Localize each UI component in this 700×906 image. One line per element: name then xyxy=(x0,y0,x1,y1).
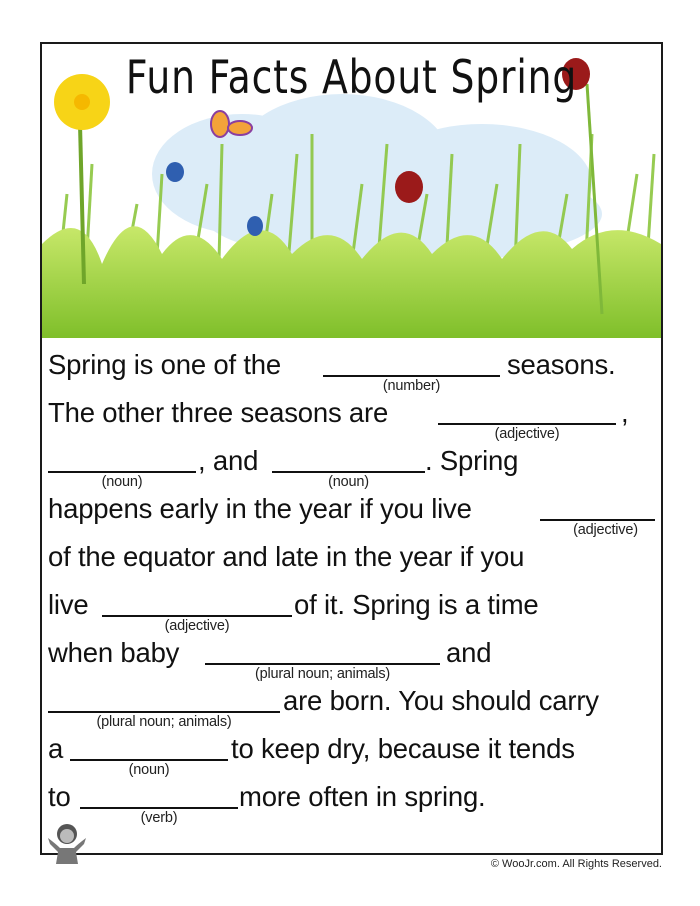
blank-verb[interactable] xyxy=(80,807,238,809)
blank-hint: (noun) xyxy=(128,762,170,778)
passage-text: of it. Spring is a time xyxy=(294,589,539,620)
blank-hint: (adjective) xyxy=(494,426,560,442)
passage-text: more often in spring. xyxy=(239,781,486,812)
blank-adjective[interactable] xyxy=(540,519,655,521)
blank-hint: (noun) xyxy=(101,474,143,490)
blank-plural-noun[interactable] xyxy=(205,663,440,665)
passage-line xyxy=(0,681,700,730)
blank-plural-noun[interactable] xyxy=(48,711,280,713)
passage-text: a xyxy=(48,733,64,764)
passage-text: and xyxy=(446,637,492,668)
blank-adjective[interactable] xyxy=(438,423,616,425)
passage-text: live xyxy=(48,589,89,620)
passage-line xyxy=(0,777,700,826)
blank-hint: (number) xyxy=(382,378,441,394)
blue-flower-icon xyxy=(166,162,184,182)
blank-hint: (adjective) xyxy=(164,618,230,634)
blank-hint: (plural noun; animals) xyxy=(254,666,391,682)
red-rose-icon xyxy=(395,171,423,203)
passage-line xyxy=(0,633,700,682)
blank-noun[interactable] xyxy=(70,759,228,761)
passage-text: , xyxy=(621,397,629,428)
spring-banner xyxy=(42,44,661,338)
passage-text: when baby xyxy=(48,637,180,668)
blank-hint: (verb) xyxy=(140,810,178,826)
copyright-notice: © WooJr.com. All Rights Reserved. xyxy=(490,858,662,870)
blue-flower-icon xyxy=(247,216,263,236)
passage-text: , and xyxy=(198,445,259,476)
passage-line xyxy=(0,585,700,634)
passage-line xyxy=(0,345,700,394)
woojr-mascot-icon xyxy=(44,822,90,868)
passage-text: happens early in the year if you live xyxy=(48,493,472,524)
passage-text: . Spring xyxy=(425,445,519,476)
blank-hint: (noun) xyxy=(328,474,369,490)
passage-text: The other three seasons are xyxy=(48,397,389,428)
blank-hint: (adjective) xyxy=(573,522,638,538)
blank-adjective[interactable] xyxy=(102,615,292,617)
blank-hint: (plural noun; animals) xyxy=(96,714,232,730)
passage-line xyxy=(0,489,700,538)
page-title: Fun Facts About Spring xyxy=(125,50,578,104)
passage-text: to keep dry, because it tends xyxy=(231,733,575,764)
passage-line xyxy=(0,729,700,778)
passage-line xyxy=(0,537,700,577)
passage-line xyxy=(0,393,700,442)
passage-text: seasons. xyxy=(507,349,616,380)
passage-line xyxy=(0,441,700,490)
blank-noun[interactable] xyxy=(48,471,196,473)
passage-text: to xyxy=(48,781,71,812)
passage-text: of the equator and late in the year if you xyxy=(48,541,525,572)
passage-text: Spring is one of the xyxy=(48,349,281,380)
blank-number[interactable] xyxy=(323,375,500,377)
blank-noun[interactable] xyxy=(272,471,425,473)
passage-text: are born. You should carry xyxy=(283,685,599,716)
